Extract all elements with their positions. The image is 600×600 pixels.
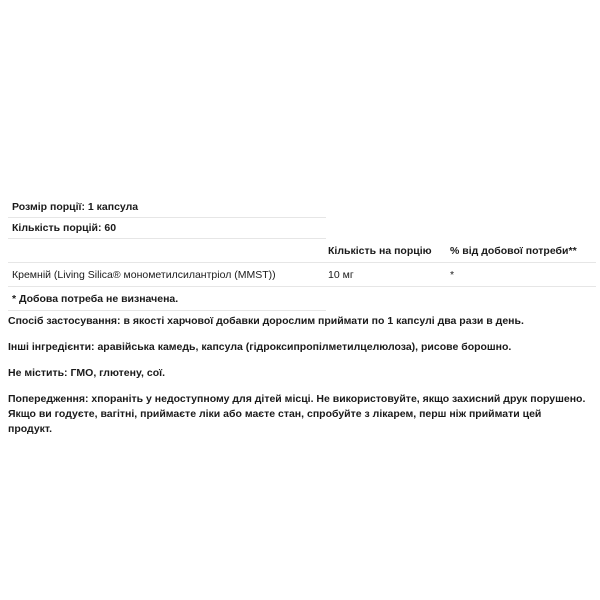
serving-size-row (8, 197, 326, 218)
servings-count-row (8, 218, 326, 239)
footnote-row (8, 287, 326, 311)
ingredient-name: Кремній (Living Silica® монометилсилантріол (MMST)) (12, 269, 276, 281)
table-header-row (8, 239, 596, 263)
usage-paragraph: Спосіб застосування: в якості харчової добавки дорослим приймати по 1 капсулі два рази в день. (8, 315, 524, 327)
warnings-paragraph: Попередження: хпораніть у недоступному для дітей місці. Не використовуйте, якщо захисний друк порушено. Якщо ви годуєте, вагітні, приймаєте ліки або маєте стан, спробуйте з лікарем, перш ніж приймати цей продукт. (8, 393, 586, 435)
daily-value-header: % від добової потреби** (450, 245, 577, 257)
servings-count: Кількість порцій: 60 (12, 222, 117, 234)
ingredients-paragraph: Інші інгредієнти: аравійська камедь, капсула (гідроксипропілметилцелюлоза), рисове борошно. (8, 341, 512, 353)
ingredient-daily-value: * (450, 269, 455, 281)
serving-size: Розмір порції: 1 капсула (12, 201, 139, 213)
supplement-facts-table (8, 197, 596, 311)
footnote: * Добова потреба не визначена. (12, 293, 179, 305)
free-from-paragraph: Не містить: ГМО, глютену, сої. (8, 367, 165, 379)
product-info (8, 314, 588, 448)
amount-header: Кількість на порцію (328, 245, 432, 257)
ingredient-amount: 10 мг (328, 269, 354, 281)
table-row (8, 263, 596, 287)
